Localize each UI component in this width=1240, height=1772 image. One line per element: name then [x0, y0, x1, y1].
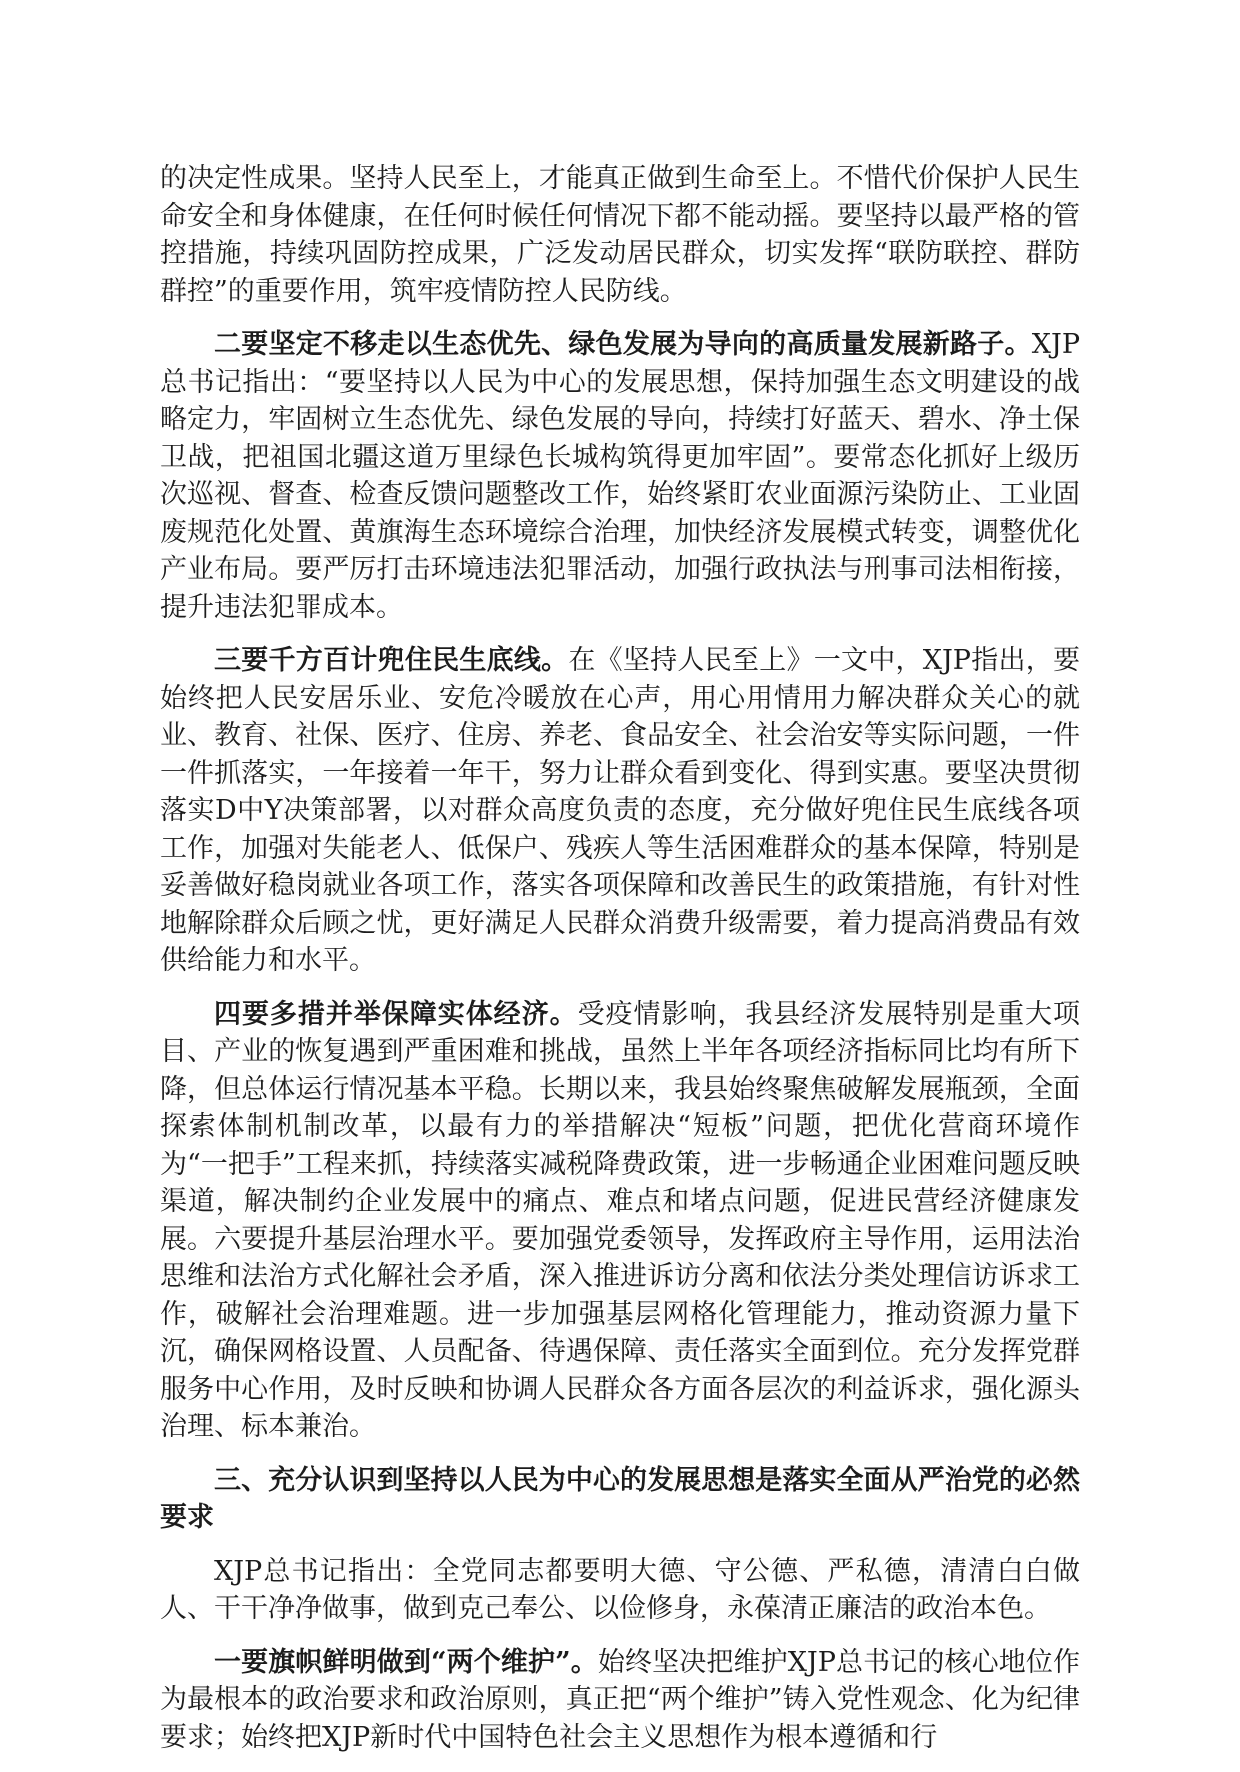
paragraph-text: 的决定性成果。坚持人民至上，才能真正做到生命至上。不惜代价保护人民生命安全和身体健康，在任何时候任何情况下都不能动摇。要坚持以最严格的管控措施，持续巩固防控成果，广泛发动居民群众，切实发挥“联防联控、群防群控”的重要作用，筑牢疫情防控人民防线。	[160, 163, 1080, 307]
paragraph-text: 始终坚决把维护XJP总书记的核心地位作为最根本的政治要求和政治原则，真正把“两个维护”铸入党性观念、化为纪律要求；始终把XJP新时代中国特色社会主义思想作为根本遵循和行	[160, 1646, 1080, 1753]
paragraph-continuation	[160, 160, 1080, 310]
paragraph-lead: 三要千方百计兜住民生底线。	[214, 645, 569, 676]
paragraph-text: 在《坚持人民至上》一文中，XJP指出，要始终把人民安居乐业、安危冷暖放在心声，用心用情用力解决群众关心的就业、教育、社保、医疗、住房、养老、食品安全、社会治安等实际问题，一件一件抓落实，一年接着一年干，努力让群众看到变化、得到实惠。要坚决贯彻落实D中Y决策部署，以对群众高度负责的态度，充分做好兜住民生底线各项工作，加强对失能老人、低保户、残疾人等生活困难群众的基本保障，特别是妥善做好稳岗就业各项工作，落实各项保障和改善民生的政策措施，有针对性地解除群众后顾之忧，更好满足人民群众消费升级需要，着力提高消费品有效供给能力和水平。	[160, 645, 1080, 976]
paragraph-economy	[160, 996, 1080, 1446]
paragraph-text: XJP总书记指出：全党同志都要明大德、守公德、严私德，清清白白做人、干干净净做事，做到克己奉公、以俭修身，永葆清正廉洁的政治本色。	[160, 1555, 1080, 1624]
paragraph-ecology	[160, 326, 1080, 626]
paragraph-two-safeguards	[160, 1644, 1080, 1757]
paragraph-livelihood	[160, 642, 1080, 980]
paragraph-lead: 四要多措并举保障实体经济。	[214, 998, 578, 1030]
paragraph-integrity	[160, 1553, 1080, 1628]
paragraph-lead: 一要旗帜鲜明做到“两个维护”。	[214, 1646, 598, 1678]
document-page	[160, 160, 1080, 1772]
paragraph-text: XJP总书记指出：“要坚持以人民为中心的发展思想，保持加强生态文明建设的战略定力，牢固树立生态优先、绿色发展的导向，持续打好蓝天、碧水、净土保卫战，把祖国北疆这道万里绿色长城构筑得更加牢固”。要常态化抓好上级历次巡视、督查、检查反馈问题整改工作，始终紧盯农业面源污染防止、工业固废规范化处置、黄旗海生态环境综合治理，加快经济发展模式转变，调整优化产业布局。要严厉打击环境违法犯罪活动，加强行政执法与刑事司法相衔接，提升违法犯罪成本。	[160, 329, 1080, 623]
section-heading: 三、充分认识到坚持以人民为中心的发展思想是落实全面从严治党的必然要求	[160, 1464, 1080, 1533]
paragraph-lead: 二要坚定不移走以生态优先、绿色发展为导向的高质量发展新路子。	[214, 329, 1032, 360]
paragraph-text: 受疫情影响，我县经济发展特别是重大项目、产业的恢复遇到严重困难和挑战，虽然上半年各项经济指标同比均有所下降，但总体运行情况基本平稳。长期以来，我县始终聚焦破解发展瓶颈，全面探索体制机制改革，以最有力的举措解决“短板”问题，把优化营商环境作为“一把手”工程来抓，持续落实减税降费政策，进一步畅通企业困难问题反映渠道，解决制约企业发展中的痛点、难点和堵点问题，促进民营经济健康发展。六要提升基层治理水平。要加强党委领导，发挥政府主导作用，运用法治思维和法治方式化解社会矛盾，深入推进诉访分离和依法分类处理信访诉求工作，破解社会治理难题。进一步加强基层网格化管理能力，推动资源力量下沉，确保网格设置、人员配备、待遇保障、责任落实全面到位。充分发挥党群服务中心作用，及时反映和协调人民群众各方面各层次的利益诉求，强化源头治理、标本兼治。	[160, 998, 1081, 1442]
